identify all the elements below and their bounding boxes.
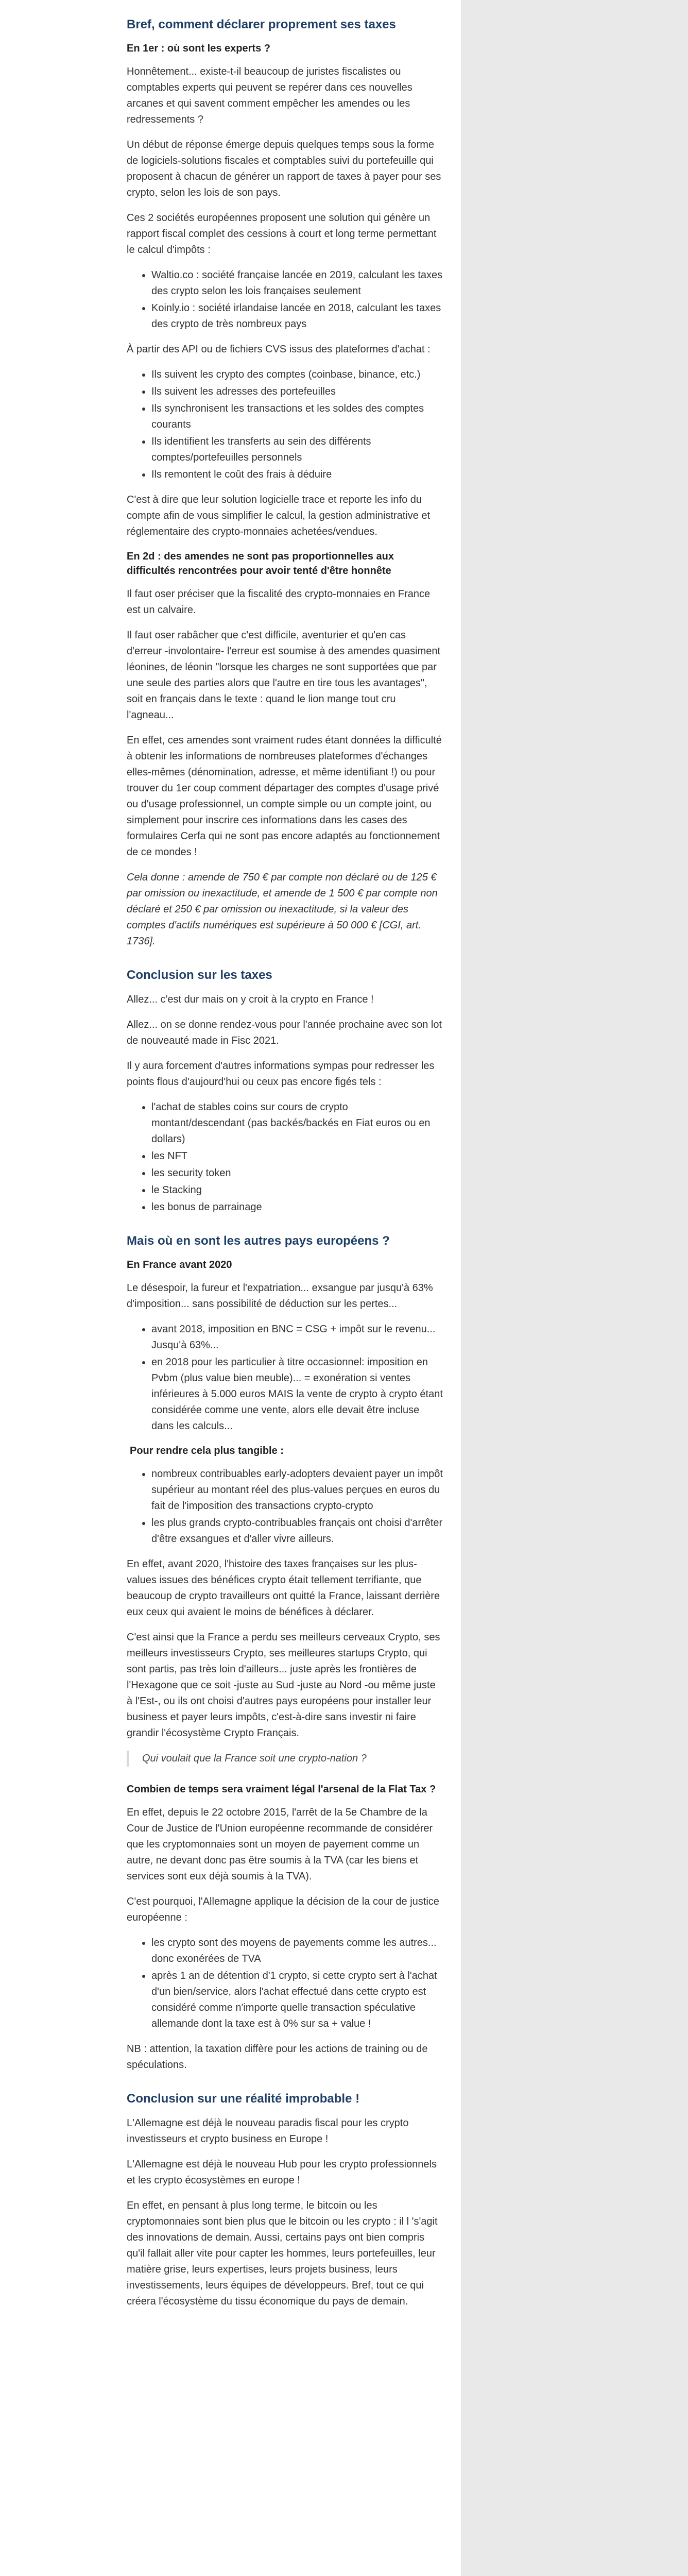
heading-conclusion-taxes: Conclusion sur les taxes [127, 968, 272, 982]
list-item: • Ils suivent les crypto des comptes (coinbase, binance, etc.) [151, 367, 443, 383]
paragraph: NB : attention, la taxation diffère pour les actions de training ou de spéculations. [127, 2043, 428, 2071]
sidebar [461, 0, 688, 2576]
list-item: • avant 2018, imposition en BNC = CSG + impôt sur le revenu... Jusqu'à 63%... [151, 1321, 443, 1353]
paragraph: Un début de réponse émerge depuis quelques temps sous la forme de logiciels-solutions fiscales et comptables suivi du portefeuille qui proposent à chacun de générer un rapport de taxes à payer pour ses crypto, selon les lois de son pays. [127, 139, 441, 198]
list-item: • les NFT [151, 1148, 443, 1164]
list-item: • Ils identifient les transferts au sein des différents comptes/portefeuilles personnels [151, 434, 443, 466]
list-item: • Ils suivent les adresses des portefeuilles [151, 384, 443, 400]
list-allemagne [127, 1935, 443, 2032]
list-companies [127, 267, 443, 332]
list-tangible [127, 1466, 443, 1547]
paragraph: En effet, avant 2020, l'histoire des taxes françaises sur les plus-values issues des bénéfices crypto était tellement terrifiante, que beaucoup de crypto travailleurs ont quitté la France, laissant derrière eux ceux qui avaient le moins de bénéfices à déclarer. [127, 1558, 440, 1618]
article-content [127, 16, 443, 2319]
list-item: • les plus grands crypto-contribuables français ont choisi d'arrêter d'être exsangues et d'aller vivre ailleurs. [151, 1515, 443, 1547]
paragraph: En effet, ces amendes sont vraiment rudes étant données la difficulté à obtenir les informations de nombreuses plateformes d'échanges elles-mêmes (dénomination, adresse, et même identifiant !) ou pour trouver du 1er coup comment départager des comptes d'usage privé ou d'usage professionnel, un compte simple ou un compte joint, ou simplement pour inscrire ces informations dans les cases des formulaires Cerfa qui ne sont pas encore adaptés au fonctionnement de ce mondes ! [127, 735, 442, 858]
paragraph: En effet, en pensant à plus long terme, le bitcoin ou les cryptomonnaies sont bien plus que le bitcoin ou les crypto : il l 's'agit des innovations de demain. Aussi, certains pays ont bien compris qu'il fallait aller vite pour capter les hommes, leurs portefeuilles, leur matière grise, leurs expertises, leurs projets business, leurs investissements, leurs équipes de développeurs. Bref, tout ce qui créera l'écosystème du tissu économique du pays de demain. [127, 2200, 438, 2307]
paragraph: Il faut oser rabâcher que c'est difficile, aventurier et qu'en cas d'erreur -involontaire- l'erreur est soumise à des amendes quasiment léonines, de léonin "lorsque les charges ne sont supportées que par une seule des parties alors que l'autre en tire tous les avantages", soit en français dans le texte : quand le lion mange tout cru l'agneau... [127, 630, 441, 721]
list-item: • Ils synchronisent les transactions et les soldes des comptes courants [151, 401, 443, 433]
heading-experts: En 1er : où sont les experts ? [127, 43, 270, 54]
list-item: • les bonus de parrainage [151, 1199, 443, 1215]
list-avant-2020 [127, 1321, 443, 1434]
paragraph-amendes-montants: Cela donne : amende de 750 € par compte non déclaré ou de 125 € par omission ou inexactitude, et amende de 1 500 € par compte non déclaré et 250 € par omission ou inexactitude, si la valeur des comptes d'actifs numériques est supérieure à 50 000 € [CGI, art. 1736]. [127, 872, 438, 947]
list-item: • en 2018 pour les particulier à titre occasionnel: imposition en Pvbm (plus value bien meuble)... = exonération si ventes inférieures à 5.000 euros MAIS la vente de crypto à crypto étant considérée comme une vente, alors elle devait être incluse dans les calculs... [151, 1354, 443, 1434]
heading-autres-pays: Mais où en sont les autres pays européens ? [127, 1234, 390, 1248]
heading-amendes: En 2d : des amendes ne sont pas proportionnelles aux difficultés rencontrées pour avoir tenté d'être honnête [127, 551, 394, 577]
blockquote: Qui voulait que la France soit une crypto-nation ? [127, 1751, 443, 1767]
paragraph: Ces 2 sociétés européennes proposent une solution qui génère un rapport fiscal complet des cessions à court et long terme permettant le calcul d'impôts : [127, 212, 437, 256]
list-item: • le Stacking [151, 1182, 443, 1198]
list-item: • Ils remontent le coût des frais à déduire [151, 467, 443, 483]
paragraph: À partir des API ou de fichiers CVS issus des plateformes d'achat : [127, 344, 431, 355]
list-item: • l'achat de stables coins sur cours de crypto montant/descendant (pas backés/backés en Fiat euros ou en dollars) [151, 1099, 443, 1147]
paragraph: Allez... c'est dur mais on y croit à la crypto en France ! [127, 994, 374, 1005]
heading-france-2020: En France avant 2020 [127, 1259, 232, 1270]
paragraph: Honnêtement... existe-t-il beaucoup de juristes fiscalistes ou comptables experts qui peuvent se repérer dans ces nouvelles arcanes et qui savent comment empêcher les amendes ou les redressements ? [127, 66, 412, 125]
heading-tangible: Pour rendre cela plus tangible : [130, 1445, 284, 1456]
paragraph: C'est à dire que leur solution logicielle trace et reporte les info du compte afin de vous simplifier le calcul, la gestion administrative et réglementaire des crypto-monnaies achetées/vendues. [127, 494, 431, 537]
heading-declarer-taxes: Bref, comment déclarer proprement ses taxes [127, 18, 396, 31]
paragraph: En effet, depuis le 22 octobre 2015, l'arrêt de la 5e Chambre de la Cour de Justice de l'Union européenne recommande de considérer que les cryptomonnaies sont un moyen de payement comme un autre, ne devant donc pas être soumis à la TVA (car les biens et services sont eux déjà soumis à la TVA). [127, 1807, 433, 1882]
list-features [127, 367, 443, 483]
paragraph: C'est ainsi que la France a perdu ses meilleurs cerveaux Crypto, ses meilleurs investisseurs Crypto, ses meilleures startups Crypto, qui sont partis, pas très loin d'ailleurs... juste après les frontières de l'Hexagone que ce soit -juste au Sud -juste au Nord -ou même juste à l'Est-, ou ils ont choisi d'autres pays européens pour installer leur business et payer leurs impôts, c'est-à-dire sans investir ni faire grandir l'écosystème Crypto Français. [127, 1632, 440, 1739]
paragraph: Le désespoir, la fureur et l'expatriation... exsangue par jusqu'à 63% d'imposition... sans possibilité de déduction sur les pertes... [127, 1282, 433, 1310]
list-item: • après 1 an de détention d'1 crypto, si cette crypto sert à l'achat d'un bien/service, alors l'achat effectué dans cette crypto est considéré comme n'importe quelle transaction spéculative allemande dont la taxe est à 0% sur sa + value ! [151, 1968, 443, 2032]
list-item: • Koinly.io : société irlandaise lancée en 2018, calculant les taxes des crypto de très nombreux pays [151, 300, 443, 332]
paragraph: L'Allemagne est déjà le nouveau Hub pour les crypto professionnels et les crypto écosystèmes en europe ! [127, 2159, 437, 2186]
heading-conclusion-finale: Conclusion sur une réalité improbable ! [127, 2092, 360, 2106]
list-item: • les crypto sont des moyens de payements comme les autres... donc exonérées de TVA [151, 1935, 443, 1967]
list-points-flous [127, 1099, 443, 1215]
list-item: • les security token [151, 1165, 443, 1181]
heading-flat-tax: Combien de temps sera vraiment légal l'arsenal de la Flat Tax ? [127, 1784, 436, 1795]
paragraph: Il faut oser préciser que la fiscalité des crypto-monnaies en France est un calvaire. [127, 588, 431, 616]
paragraph: L'Allemagne est déjà le nouveau paradis fiscal pour les crypto investisseurs et crypto business en Europe ! [127, 2117, 409, 2145]
paragraph: Allez... on se donne rendez-vous pour l'année prochaine avec son lot de nouveauté made in Fisc 2021. [127, 1019, 442, 1046]
paragraph: C'est pourquoi, l'Allemagne applique la décision de la cour de justice européenne : [127, 1896, 439, 1923]
list-item: • Waltio.co : société française lancée en 2019, calculant les taxes des crypto selon les lois françaises seulement [151, 267, 443, 299]
list-item: • nombreux contribuables early-adopters devaient payer un impôt supérieur au montant réel des plus-values perçues en euros du fait de l'imposition des transactions crypto-crypto [151, 1466, 443, 1514]
paragraph: Il y aura forcement d'autres informations sympas pour redresser les points flous d'aujourd'hui ou ceux pas encore figés tels : [127, 1060, 435, 1088]
